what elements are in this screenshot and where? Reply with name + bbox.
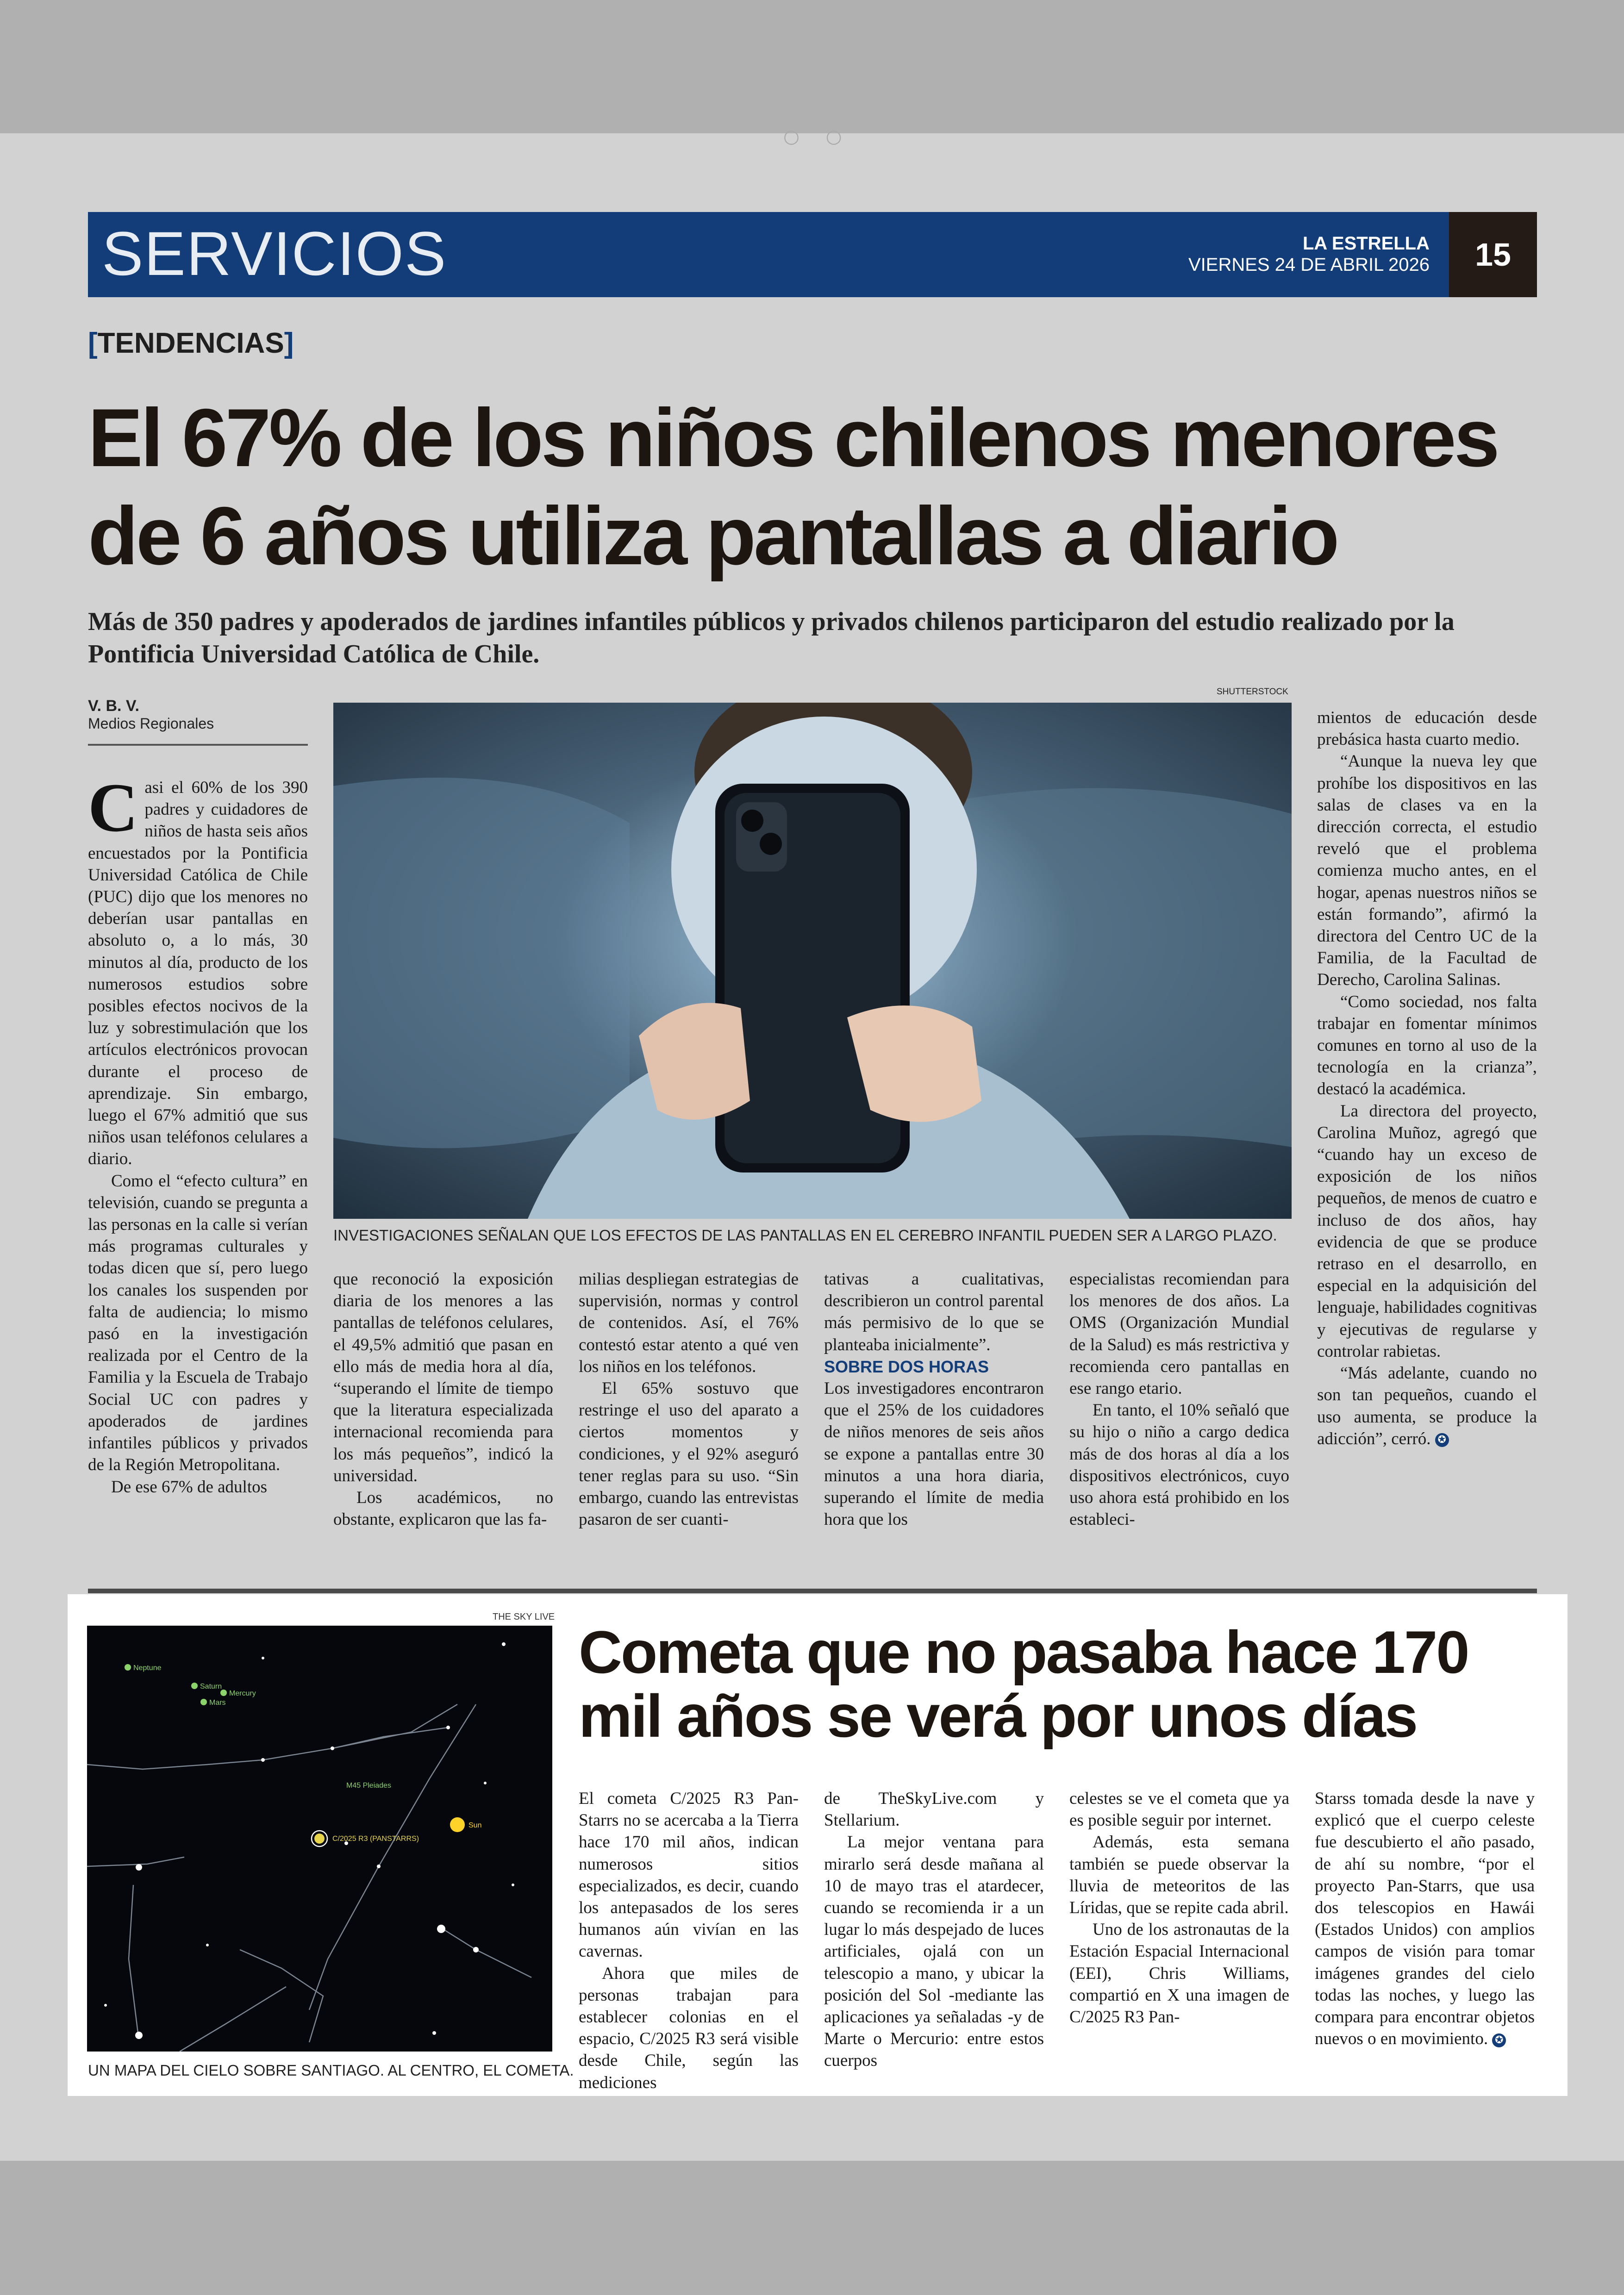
article2-column-4 (1315, 1788, 1535, 2050)
page-number: 15 (1449, 212, 1537, 297)
paragraph: especialistas recomiendan para los menores de dos años. La OMS (Organización Mundial de la Salud) es más restrictiva y recomienda cero pantallas en ese rango etario. (1069, 1270, 1289, 1398)
photo-credit: SHUTTERSTOCK (1217, 687, 1288, 697)
paragraph: asi el 60% de los 390 padres y cuidadores de niños de hasta seis años encuestados por la Pontificia Universidad Católica de Chile (PUC) dijo que los menores no deberían usar pantallas en absoluto o, a lo más, 30 minutos al día, producto de los numerosos estudios sobre posibles efectos nocivos de la luz y sobrestimulación que los artículos electrónicos provocan durante el proceso de aprendizaje. Sin embargo, luego el 67% admitió que sus niños usan teléfonos celulares a diario. (88, 778, 308, 1169)
photo-illustration (333, 703, 1292, 1219)
main-headline: El 67% de los niños chilenos menores de 6 años utiliza pantallas a diario (88, 392, 1498, 582)
article1-column-5 (1069, 1268, 1289, 1530)
paragraph: que reconoció la exposición diaria de los menores a las pantallas de teléfonos celulares, el 49,5% admitió que pasan en ello más de media hora al día, “superando el límite de tiempo que la literatura especializada internacional recomienda para los más pequeños”, indicó la universidad. (333, 1270, 553, 1485)
article2-column-3 (1069, 1788, 1289, 2028)
map-label-saturn: Saturn (200, 1683, 222, 1690)
paragraph: milias despliegan estrategias de supervisión, normas y control de contenidos. Así, el 76% contestó estar atento a qué ven los niños en los teléfonos. (579, 1270, 799, 1376)
drop-cap: C (88, 769, 138, 846)
map-label-sun: Sun (468, 1821, 482, 1829)
byline-outlet: Medios Regionales (88, 715, 214, 732)
map-label-mars: Mars (209, 1699, 226, 1707)
publication-date: VIERNES 24 DE ABRIL 2026 (1188, 255, 1430, 275)
map-label-pleiades: M45 Pleiades (346, 1782, 391, 1790)
map-label-mercury: Mercury (229, 1690, 256, 1697)
paragraph: De ese 67% de adultos (111, 1477, 268, 1497)
deck: Más de 350 padres y apoderados de jardines infantiles públicos y privados chilenos participaron del estudio realizado por la Pontificia Universidad Católica de Chile. (88, 607, 1455, 668)
paragraph: En tanto, el 10% señaló que su hijo o niño a cargo dedica más de dos horas al día a los dispositivos electrónicos, cuyo uso ahora está prohibido en los estableci- (1069, 1401, 1289, 1529)
comet-article (68, 1594, 1568, 2096)
paragraph: “Como sociedad, nos falta trabajar en fomentar mínimos comunes en torno al uso de la tecnología en la crianza”, destacó la académica. (1317, 992, 1537, 1099)
article2-column-1 (579, 1788, 799, 2094)
map-caption: UN MAPA DEL CIELO SOBRE SANTIAGO. AL CENTRO, EL COMETA. (88, 2062, 574, 2079)
paragraph: Uno de los astronautas de la Estación Espacial Internacional (EEI), Chris Williams, compartió en X una imagen de C/2025 R3 Pan- (1069, 1920, 1289, 2027)
paragraph: Además, esta semana también se puede observar la lluvia de meteoritos de las Líridas, que se repite cada abril. (1069, 1833, 1289, 1918)
subhead: SOBRE DOS HORAS (824, 1357, 989, 1376)
comet-headline: Cometa que no pasaba hace 170 mil años se verá por unos días (579, 1618, 1468, 1750)
kicker-label: TENDENCIAS (97, 327, 284, 359)
paragraph: Como el “efecto cultura” en televisión, cuando se pregunta a las personas en la calle si verían más programas culturales y todas dicen que sí, pero luego los canales los suspenden por falta de audiencia; lo mismo pasó en la investigación realizada por el Centro de la Familia y la Escuela de Trabajo Social UC con padres y apoderados de jardines infantiles públicos y privados de la Región Metropolitana. (88, 1171, 308, 1475)
paragraph: tativas a cualitativas, describieron un control parental más permisivo de lo que se planteaba inicialmente”. (824, 1270, 1044, 1354)
article1-column-6 (1317, 707, 1537, 1450)
publication-name: LA ESTRELLA (1302, 233, 1430, 254)
map-credit: THE SKY LIVE (493, 1612, 555, 1622)
end-of-article-icon: ✪ (1492, 2033, 1506, 2047)
paragraph: “Aunque la nueva ley que prohíbe los dispositivos en las salas de clases va en la dirección correcta, el estudio reveló que el problema comienza mucho antes, en el hogar, apenas nuestros niños se están formando”, afirmó la directora del Centro UC de la Familia, de la Facultad de Derecho, Carolina Salinas. (1317, 752, 1537, 990)
section-divider (88, 1589, 1537, 1593)
paragraph: Ahora que miles de personas trabajan para establecer colonias en el espacio, C/2025 R3 será visible desde Chile, según las mediciones (579, 1964, 799, 2092)
paragraph-text: “Más adelante, cuando no son tan pequeños, cuando el uso aumenta, se produce la adicción”, cerró. (1317, 1364, 1537, 1448)
photo-caption: INVESTIGACIONES SEÑALAN QUE LOS EFECTOS DE LAS PANTALLAS EN EL CEREBRO INFANTIL PUEDEN SER A LARGO PLAZO. (333, 1227, 1277, 1244)
paragraph: Los académicos, no obstante, explicaron que las fa- (333, 1488, 553, 1529)
sky-map-chart (87, 1626, 552, 2052)
article1-column-3 (579, 1268, 799, 1530)
masthead-info (1188, 233, 1430, 276)
paragraph: de TheSkyLive.com y Stellarium. (824, 1789, 1044, 1830)
paragraph: El 65% sostuvo que restringe el uso del aparato a ciertos momentos y condiciones, y el 92% aseguró tener reglas para su uso. “Sin embargo, cuando las entrevistas pasaron de ser cuanti- (579, 1379, 799, 1529)
article2-column-2 (824, 1788, 1044, 2072)
paragraph: celestes se ve el cometa que ya es posible seguir por internet. (1069, 1789, 1289, 1830)
paragraph (1317, 1362, 1537, 1450)
paragraph-text: Starss tomada desde la nave y explicó que el cuerpo celeste fue descubierto el año pasado, de ahí su nombre, “por el proyecto Pan-Starrs, que usa dos telescopios en Hawái (Estados Unidos) con amplios campos de visión para tomar imágenes grandes del cielo todas las noches, y luego las compara para encontrar objetos nuevos o en movimiento. (1315, 1789, 1535, 2049)
child-phone-photo (333, 703, 1292, 1219)
paragraph: El cometa C/2025 R3 Pan-Starrs no se acercaba a la Tierra hace 170 mil años, indican numerosos sitios especializados, es decir, cuando los antepasados de los seres humanos aún vivían en las cavernas. (579, 1789, 799, 1961)
paragraph: La mejor ventana para mirarlo será desde mañana al 10 de mayo tras el atardecer, cuando se recomienda ir a un lugar lo más despejado de luces artificiales, ojalá con un telescopio a mano, y ubicar la posición del Sol -mediante las aplicaciones ya señaladas -y de Marte o Mercurio: entre estos cuerpos (824, 1833, 1044, 2070)
scroll-dots: ○ ○ (783, 126, 852, 147)
article1-column-2 (333, 1268, 553, 1530)
end-of-article-icon: ✪ (1435, 1433, 1449, 1447)
section-title: SERVICIOS (102, 219, 447, 288)
article1-column-4 (824, 1268, 1044, 1530)
section-header (88, 212, 1537, 297)
kicker: [TENDENCIAS] (88, 327, 294, 359)
map-label-neptune: Neptune (133, 1664, 162, 1672)
byline (88, 697, 308, 746)
paragraph: mientos de educación desde prebásica hasta cuarto medio. (1317, 708, 1537, 749)
article1-column-1 (88, 769, 308, 1498)
map-label-comet: C/2025 R3 (PANSTARRS) (332, 1835, 419, 1843)
sky-map (87, 1626, 552, 2052)
paragraph: Los investigadores encontraron que el 25% de los cuidadores de niños menores de seis años se expone a pantallas entre 30 minutos a una hora diaria, superando el límite de media hora que los (824, 1379, 1044, 1529)
paragraph: La directora del proyecto, Carolina Muñoz, agregó que “cuando hay un exceso de exposición de los niños pequeños, de menos de cuatro e incluso de dos años, hay evidencia de que se produce retraso en el desarrollo, en especial en la adquisición del lenguaje, habilidades cognitivas y ejecutivas de regularse y controlar rabietas. (1317, 1101, 1537, 1361)
byline-author: V. B. V. (88, 697, 139, 715)
